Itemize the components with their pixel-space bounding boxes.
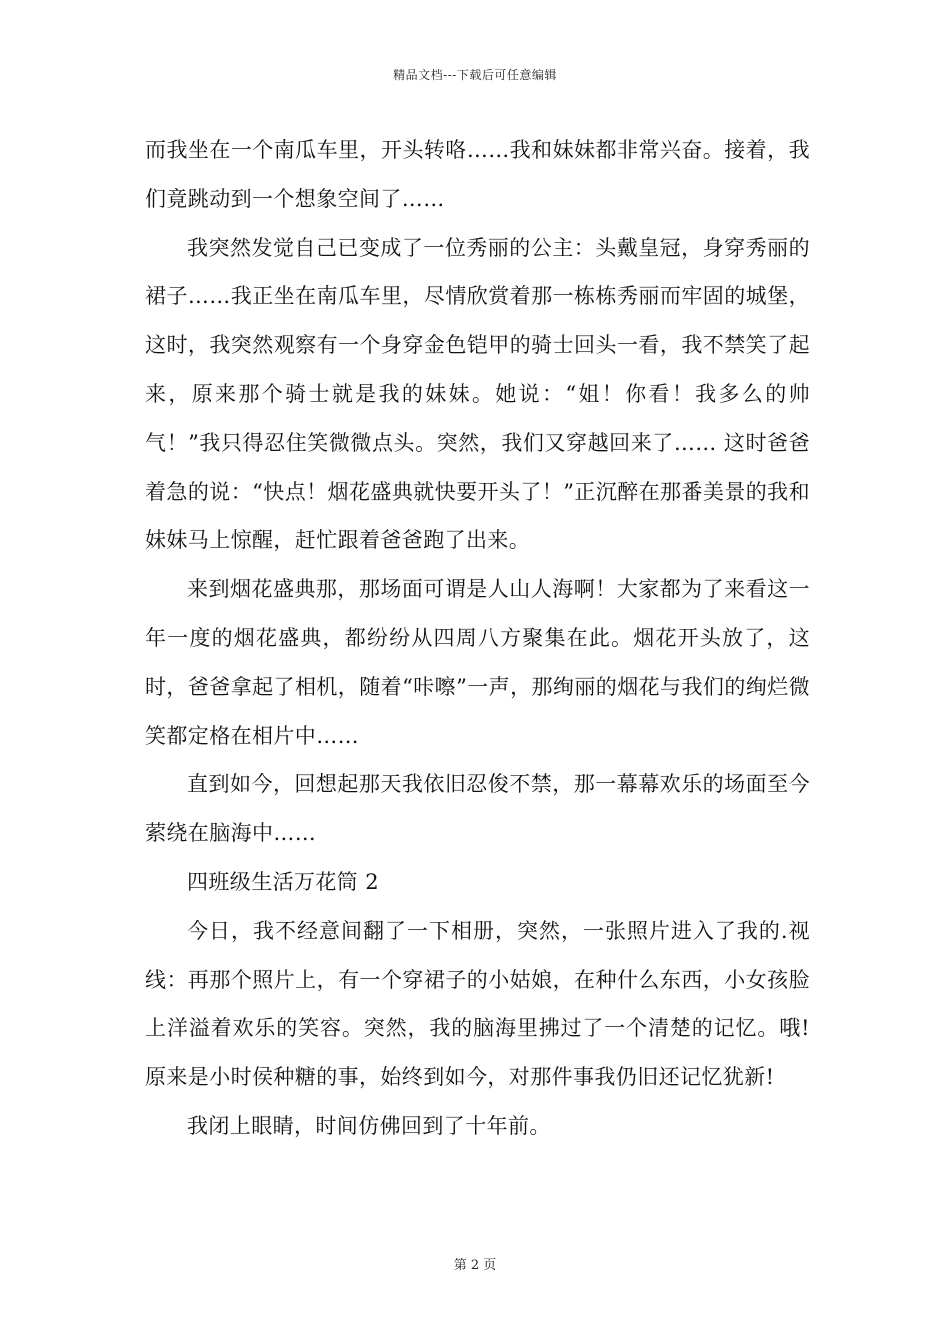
- paragraph-5: 今日，我不经意间翻了一下相册，突然，一张照片进入了我的.视线：再那个照片上，有一个穿裙子的小姑娘，在种什么东西，小女孩脸上洋溢着欢乐的笑容。突然，我的脑海里拂过了一个清楚的记忆。哦!原来是小时侯种糖的事，始终到如今，对那件事我仍旧还记忆犹新!: [145, 918, 810, 1090]
- paragraph-3: 来到烟花盛典那，那场面可谓是人山人海啊！大家都为了来看这一年一度的烟花盛典，都纷纷从四周八方聚集在此。烟花开头放了，这时，爸爸拿起了相机，随着“咔嚓”一声，那绚丽的烟花与我们的绚烂微笑都定格在相片中……: [145, 577, 810, 748]
- paragraph-6: 我闭上眼睛，时间仿佛回到了十年前。: [187, 1113, 551, 1138]
- document-body: [145, 126, 810, 1151]
- section-heading: 四班级生活万花筒 2: [187, 869, 380, 894]
- paragraph-2: 我突然发觉自己已变成了一位秀丽的公主：头戴皇冠，身穿秀丽的裙子……我正坐在南瓜车里，尽情欣赏着那一栋栋秀丽而牢固的城堡，这时，我突然观察有一个身穿金色铠甲的骑士回头一看，我不禁笑了起来，原来那个骑士就是我的妹妹。她说：“姐！你看！我多么的帅气！”我只得忍住笑微微点头。突然，我们又穿越回来了…… 这时爸爸着急的说：“快点！烟花盛典就快要开头了！”正沉醉在那番美景的我和妹妹马上惊醒，赶忙跟着爸爸跑了出来。: [145, 235, 810, 553]
- paragraph-4: 直到如今，回想起那天我依旧忍俊不禁，那一幕幕欢乐的场面至今萦绕在脑海中……: [145, 772, 810, 846]
- page-number: 第 2 页: [453, 1258, 497, 1273]
- paragraph-1: 而我坐在一个南瓜车里，开头转咯……我和妹妹都非常兴奋。接着，我们竟跳动到一个想象空间了……: [145, 138, 810, 211]
- page-header: 精品文档---下载后可任意编辑: [393, 68, 557, 82]
